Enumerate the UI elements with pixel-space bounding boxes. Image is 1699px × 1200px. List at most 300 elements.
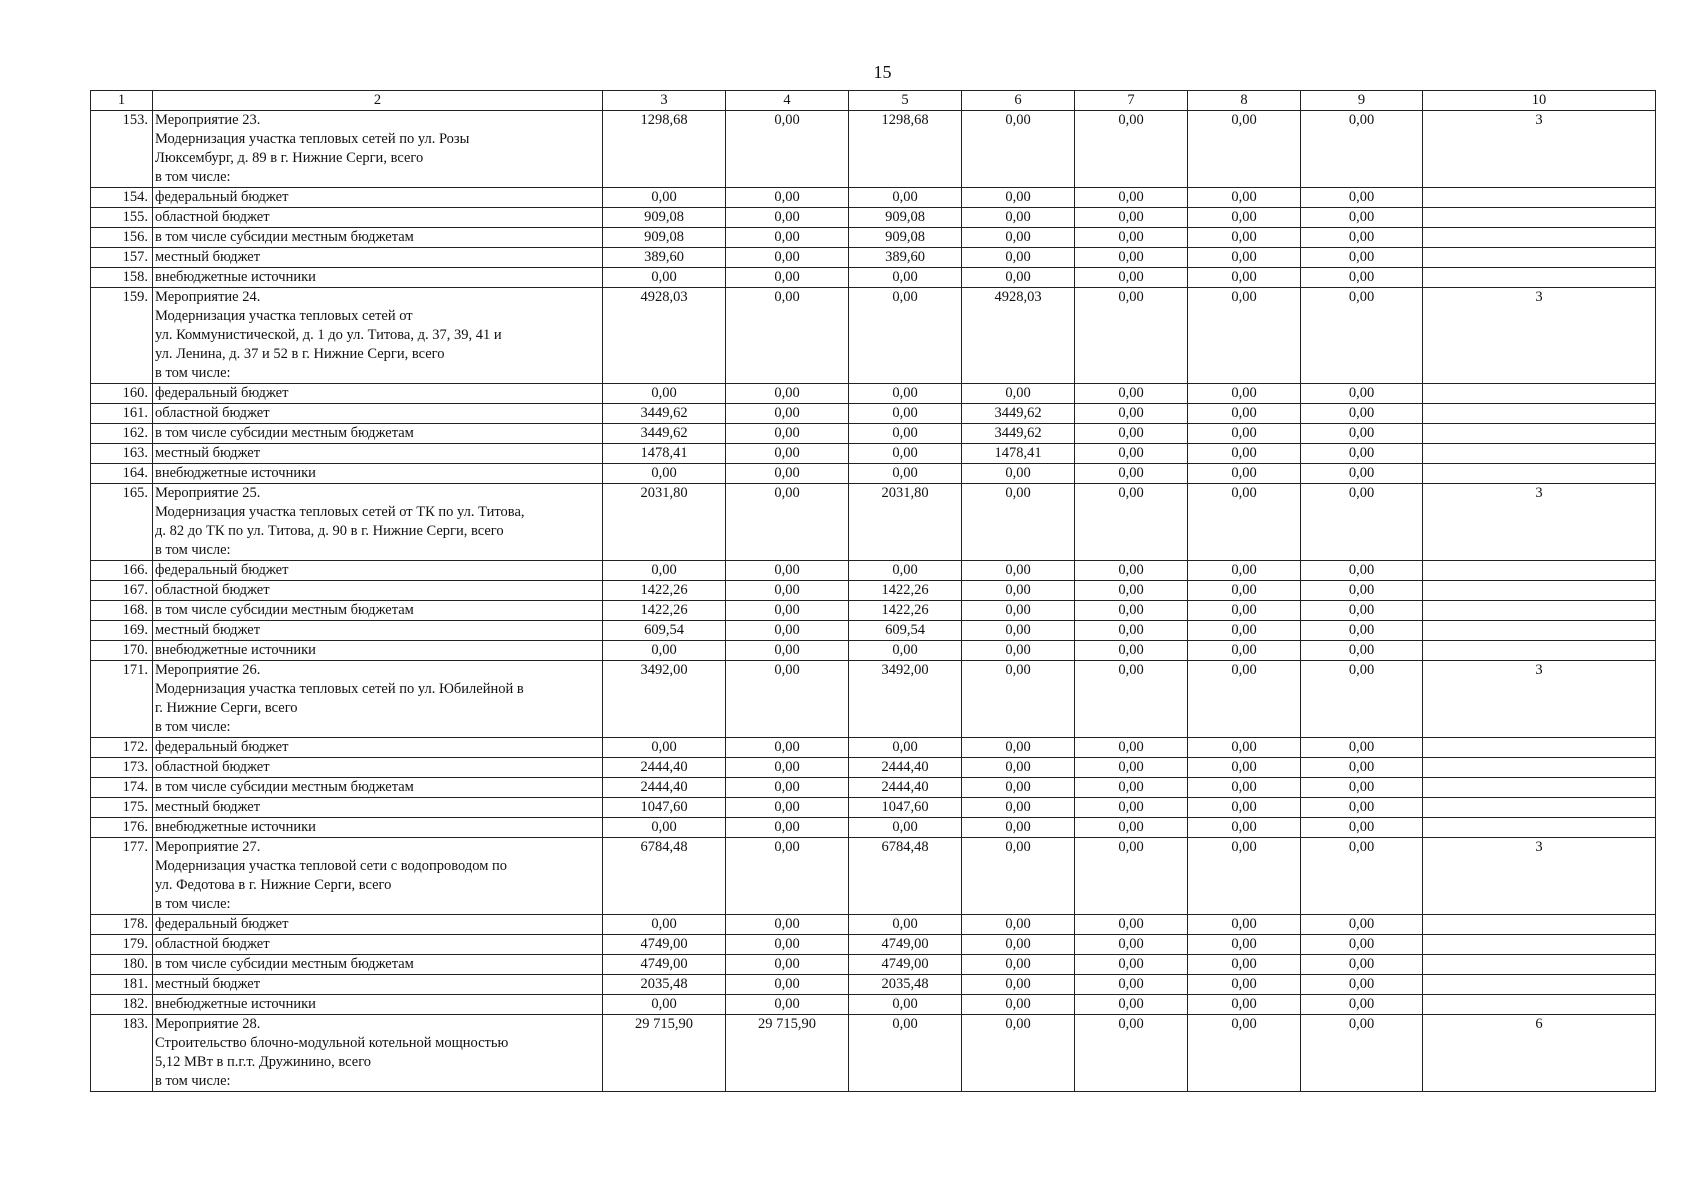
value-cell: 0,00 (1188, 838, 1301, 915)
description-line: 5,12 МВт в п.г.т. Дружинино, всего (155, 1054, 372, 1070)
value-cell: 0,00 (962, 484, 1075, 561)
value-cell: 0,00 (1075, 444, 1188, 464)
reference-cell (1423, 444, 1656, 464)
row-number: 165. (91, 484, 153, 561)
reference-cell (1423, 995, 1656, 1015)
reference-cell (1423, 641, 1656, 661)
value-cell: 0,00 (726, 111, 849, 188)
column-header: 5 (849, 91, 962, 111)
description-line: местный бюджет (155, 799, 261, 815)
description-line: внебюджетные источники (155, 269, 316, 285)
value-cell: 0,00 (1301, 404, 1423, 424)
value-cell: 0,00 (603, 915, 726, 935)
value-cell: 0,00 (849, 288, 962, 384)
value-cell: 2444,40 (603, 758, 726, 778)
value-cell: 0,00 (1188, 248, 1301, 268)
budget-table (90, 90, 1656, 1092)
value-cell: 0,00 (1301, 621, 1423, 641)
value-cell: 0,00 (962, 228, 1075, 248)
table-row (91, 268, 1656, 288)
column-header: 8 (1188, 91, 1301, 111)
column-header: 3 (603, 91, 726, 111)
value-cell: 0,00 (603, 995, 726, 1015)
value-cell: 0,00 (1301, 955, 1423, 975)
description-line: внебюджетные источники (155, 642, 316, 658)
value-cell: 3449,62 (962, 404, 1075, 424)
value-cell: 2444,40 (603, 778, 726, 798)
value-cell: 0,00 (1075, 384, 1188, 404)
value-cell: 0,00 (1075, 424, 1188, 444)
table-row (91, 188, 1656, 208)
table-row (91, 424, 1656, 444)
value-cell: 4749,00 (603, 955, 726, 975)
description-line: г. Нижние Серги, всего (155, 700, 298, 716)
reference-cell (1423, 915, 1656, 935)
table-row (91, 484, 1656, 561)
row-number: 178. (91, 915, 153, 935)
value-cell: 0,00 (962, 975, 1075, 995)
value-cell: 0,00 (1301, 384, 1423, 404)
row-description (153, 661, 603, 738)
table-row (91, 955, 1656, 975)
value-cell: 0,00 (726, 288, 849, 384)
value-cell: 1422,26 (603, 581, 726, 601)
value-cell: 0,00 (1188, 424, 1301, 444)
value-cell: 0,00 (962, 935, 1075, 955)
value-cell: 0,00 (1075, 288, 1188, 384)
description-line: областной бюджет (155, 209, 270, 225)
table-row (91, 248, 1656, 268)
value-cell: 0,00 (1301, 601, 1423, 621)
value-cell: 0,00 (962, 661, 1075, 738)
reference-cell (1423, 228, 1656, 248)
row-description (153, 464, 603, 484)
value-cell: 0,00 (1075, 601, 1188, 621)
row-number: 158. (91, 268, 153, 288)
description-line: федеральный бюджет (155, 189, 289, 205)
row-description (153, 955, 603, 975)
value-cell: 1298,68 (603, 111, 726, 188)
value-cell: 1298,68 (849, 111, 962, 188)
value-cell: 0,00 (1301, 738, 1423, 758)
reference-cell: 3 (1423, 111, 1656, 188)
value-cell: 0,00 (1075, 404, 1188, 424)
value-cell: 0,00 (1188, 561, 1301, 581)
value-cell: 0,00 (1301, 995, 1423, 1015)
value-cell: 0,00 (1188, 778, 1301, 798)
table-row (91, 758, 1656, 778)
value-cell: 0,00 (1188, 444, 1301, 464)
value-cell: 0,00 (1301, 228, 1423, 248)
description-line: Мероприятие 26. (155, 662, 261, 678)
table-row (91, 838, 1656, 915)
value-cell: 2031,80 (603, 484, 726, 561)
value-cell: 0,00 (1075, 621, 1188, 641)
value-cell: 0,00 (849, 738, 962, 758)
value-cell: 0,00 (1188, 601, 1301, 621)
value-cell: 909,08 (849, 228, 962, 248)
reference-cell (1423, 248, 1656, 268)
row-number: 162. (91, 424, 153, 444)
value-cell: 0,00 (726, 915, 849, 935)
row-number: 167. (91, 581, 153, 601)
row-description (153, 268, 603, 288)
value-cell: 0,00 (726, 424, 849, 444)
value-cell: 4928,03 (962, 288, 1075, 384)
row-number: 176. (91, 818, 153, 838)
value-cell: 0,00 (1301, 248, 1423, 268)
reference-cell (1423, 601, 1656, 621)
value-cell: 2444,40 (849, 758, 962, 778)
value-cell: 389,60 (603, 248, 726, 268)
description-line: Модернизация участка тепловых сетей от (155, 308, 413, 324)
description-line: местный бюджет (155, 976, 261, 992)
table-row (91, 995, 1656, 1015)
value-cell: 0,00 (1188, 208, 1301, 228)
reference-cell (1423, 935, 1656, 955)
row-number: 153. (91, 111, 153, 188)
table-row (91, 288, 1656, 384)
value-cell: 3449,62 (962, 424, 1075, 444)
value-cell: 0,00 (1188, 484, 1301, 561)
value-cell: 0,00 (1301, 641, 1423, 661)
value-cell: 0,00 (726, 641, 849, 661)
value-cell: 0,00 (1301, 818, 1423, 838)
column-header: 1 (91, 91, 153, 111)
value-cell: 0,00 (962, 818, 1075, 838)
description-line: Модернизация участка тепловой сети с водопроводом по (155, 858, 508, 874)
description-line: в том числе: (155, 896, 231, 912)
description-line: местный бюджет (155, 445, 261, 461)
value-cell: 0,00 (1188, 111, 1301, 188)
value-cell: 0,00 (1188, 1015, 1301, 1092)
value-cell: 0,00 (962, 955, 1075, 975)
value-cell: 0,00 (1301, 424, 1423, 444)
table-row (91, 228, 1656, 248)
value-cell: 0,00 (603, 464, 726, 484)
description-line: внебюджетные источники (155, 819, 316, 835)
value-cell: 389,60 (849, 248, 962, 268)
table-row (91, 935, 1656, 955)
value-cell: 0,00 (726, 268, 849, 288)
value-cell: 1047,60 (603, 798, 726, 818)
value-cell: 0,00 (1075, 838, 1188, 915)
value-cell: 0,00 (726, 384, 849, 404)
value-cell: 0,00 (962, 641, 1075, 661)
reference-cell (1423, 404, 1656, 424)
row-description (153, 1015, 603, 1092)
value-cell: 0,00 (962, 738, 1075, 758)
value-cell: 0,00 (1301, 661, 1423, 738)
value-cell: 0,00 (726, 484, 849, 561)
value-cell: 0,00 (726, 778, 849, 798)
description-line: в том числе субсидии местным бюджетам (155, 425, 414, 441)
value-cell: 909,08 (603, 228, 726, 248)
description-line: федеральный бюджет (155, 916, 289, 932)
row-number: 156. (91, 228, 153, 248)
row-number: 160. (91, 384, 153, 404)
value-cell: 0,00 (962, 778, 1075, 798)
value-cell: 0,00 (1075, 798, 1188, 818)
table-row (91, 778, 1656, 798)
value-cell: 2035,48 (603, 975, 726, 995)
table-row (91, 975, 1656, 995)
value-cell: 0,00 (1188, 621, 1301, 641)
value-cell: 0,00 (849, 424, 962, 444)
value-cell: 0,00 (1301, 838, 1423, 915)
value-cell: 0,00 (726, 208, 849, 228)
value-cell: 0,00 (726, 975, 849, 995)
value-cell: 0,00 (726, 818, 849, 838)
value-cell: 609,54 (849, 621, 962, 641)
value-cell: 0,00 (1075, 818, 1188, 838)
description-line: областной бюджет (155, 582, 270, 598)
reference-cell (1423, 621, 1656, 641)
row-number: 161. (91, 404, 153, 424)
value-cell: 0,00 (1301, 975, 1423, 995)
description-line: Мероприятие 25. (155, 485, 261, 501)
value-cell: 0,00 (1188, 641, 1301, 661)
reference-cell: 3 (1423, 661, 1656, 738)
value-cell: 0,00 (1188, 268, 1301, 288)
row-description (153, 384, 603, 404)
value-cell: 0,00 (1188, 384, 1301, 404)
description-line: Мероприятие 28. (155, 1016, 261, 1032)
value-cell: 0,00 (1075, 581, 1188, 601)
description-line: Модернизация участка тепловых сетей по ул. Юбилейной в (155, 681, 524, 697)
description-line: областной бюджет (155, 759, 270, 775)
table-row (91, 444, 1656, 464)
value-cell: 0,00 (1188, 975, 1301, 995)
value-cell: 0,00 (1188, 758, 1301, 778)
description-line: в том числе субсидии местным бюджетам (155, 779, 414, 795)
description-line: федеральный бюджет (155, 385, 289, 401)
value-cell: 2444,40 (849, 778, 962, 798)
value-cell: 909,08 (603, 208, 726, 228)
description-line: Модернизация участка тепловых сетей по ул. Розы (155, 131, 470, 147)
value-cell: 0,00 (726, 758, 849, 778)
reference-cell (1423, 955, 1656, 975)
value-cell: 0,00 (1188, 464, 1301, 484)
value-cell: 0,00 (726, 838, 849, 915)
value-cell: 0,00 (849, 404, 962, 424)
row-number: 173. (91, 758, 153, 778)
table-row (91, 384, 1656, 404)
value-cell: 0,00 (1188, 581, 1301, 601)
value-cell: 0,00 (849, 995, 962, 1015)
value-cell: 2035,48 (849, 975, 962, 995)
reference-cell (1423, 188, 1656, 208)
value-cell: 0,00 (1075, 111, 1188, 188)
value-cell: 0,00 (1188, 935, 1301, 955)
value-cell: 0,00 (849, 641, 962, 661)
value-cell: 0,00 (1301, 1015, 1423, 1092)
value-cell: 4749,00 (603, 935, 726, 955)
row-number: 179. (91, 935, 153, 955)
column-header: 4 (726, 91, 849, 111)
table-row (91, 621, 1656, 641)
value-cell: 0,00 (1188, 995, 1301, 1015)
value-cell: 0,00 (962, 384, 1075, 404)
value-cell: 0,00 (726, 935, 849, 955)
value-cell: 3449,62 (603, 424, 726, 444)
value-cell: 0,00 (849, 268, 962, 288)
value-cell: 0,00 (1301, 915, 1423, 935)
description-line: Мероприятие 27. (155, 839, 261, 855)
value-cell: 0,00 (849, 384, 962, 404)
row-number: 169. (91, 621, 153, 641)
value-cell: 0,00 (962, 798, 1075, 818)
description-line: в том числе субсидии местным бюджетам (155, 956, 414, 972)
page-number: 15 (873, 62, 892, 82)
value-cell: 29 715,90 (726, 1015, 849, 1092)
row-number: 174. (91, 778, 153, 798)
table-row (91, 738, 1656, 758)
value-cell: 0,00 (1301, 935, 1423, 955)
table-row (91, 561, 1656, 581)
description-line: в том числе: (155, 365, 231, 381)
row-number: 164. (91, 464, 153, 484)
value-cell: 0,00 (1301, 288, 1423, 384)
value-cell: 4928,03 (603, 288, 726, 384)
value-cell: 0,00 (1188, 288, 1301, 384)
value-cell: 0,00 (1301, 581, 1423, 601)
description-line: федеральный бюджет (155, 562, 289, 578)
column-header: 2 (153, 91, 603, 111)
table-row (91, 661, 1656, 738)
row-number: 154. (91, 188, 153, 208)
row-number: 159. (91, 288, 153, 384)
row-description (153, 995, 603, 1015)
table-row (91, 581, 1656, 601)
value-cell: 0,00 (1075, 268, 1188, 288)
value-cell: 29 715,90 (603, 1015, 726, 1092)
value-cell: 0,00 (1188, 228, 1301, 248)
value-cell: 0,00 (962, 1015, 1075, 1092)
value-cell: 0,00 (726, 601, 849, 621)
description-line: ул. Федотова в г. Нижние Серги, всего (155, 877, 392, 893)
value-cell: 0,00 (962, 464, 1075, 484)
reference-cell (1423, 818, 1656, 838)
value-cell: 0,00 (603, 384, 726, 404)
value-cell: 0,00 (603, 188, 726, 208)
value-cell: 1478,41 (603, 444, 726, 464)
row-number: 172. (91, 738, 153, 758)
description-line: в том числе субсидии местным бюджетам (155, 602, 414, 618)
value-cell: 1422,26 (603, 601, 726, 621)
value-cell: 0,00 (849, 1015, 962, 1092)
reference-cell: 3 (1423, 838, 1656, 915)
row-number: 157. (91, 248, 153, 268)
value-cell: 0,00 (1075, 935, 1188, 955)
header-row (91, 91, 1656, 111)
value-cell: 0,00 (1188, 661, 1301, 738)
table-row (91, 208, 1656, 228)
description-line: местный бюджет (155, 249, 261, 265)
value-cell: 0,00 (1075, 228, 1188, 248)
value-cell: 0,00 (962, 838, 1075, 915)
row-number: 166. (91, 561, 153, 581)
value-cell: 0,00 (726, 581, 849, 601)
row-description (153, 228, 603, 248)
value-cell: 1478,41 (962, 444, 1075, 464)
value-cell: 3449,62 (603, 404, 726, 424)
value-cell: 0,00 (1301, 268, 1423, 288)
reference-cell: 6 (1423, 1015, 1656, 1092)
value-cell: 0,00 (962, 111, 1075, 188)
row-number: 175. (91, 798, 153, 818)
table-row (91, 641, 1656, 661)
row-number: 182. (91, 995, 153, 1015)
description-line: федеральный бюджет (155, 739, 289, 755)
value-cell: 0,00 (849, 464, 962, 484)
value-cell: 0,00 (849, 561, 962, 581)
value-cell: 0,00 (962, 188, 1075, 208)
value-cell: 0,00 (726, 955, 849, 975)
value-cell: 0,00 (1075, 188, 1188, 208)
description-line: областной бюджет (155, 405, 270, 421)
description-line: д. 82 до ТК по ул. Титова, д. 90 в г. Нижние Серги, всего (155, 523, 504, 539)
row-description (153, 561, 603, 581)
description-line: Модернизация участка тепловых сетей от ТК по ул. Титова, (155, 504, 525, 520)
row-description (153, 288, 603, 384)
value-cell: 0,00 (1301, 464, 1423, 484)
row-number: 181. (91, 975, 153, 995)
table-row (91, 111, 1656, 188)
value-cell: 0,00 (1301, 561, 1423, 581)
value-cell: 0,00 (1188, 818, 1301, 838)
description-line: областной бюджет (155, 936, 270, 952)
row-description (153, 621, 603, 641)
value-cell: 0,00 (726, 404, 849, 424)
row-description (153, 188, 603, 208)
row-description (153, 601, 603, 621)
value-cell: 0,00 (962, 601, 1075, 621)
value-cell: 0,00 (1075, 641, 1188, 661)
value-cell: 0,00 (849, 915, 962, 935)
value-cell: 0,00 (1075, 484, 1188, 561)
value-cell: 0,00 (1301, 188, 1423, 208)
value-cell: 0,00 (849, 188, 962, 208)
value-cell: 1047,60 (849, 798, 962, 818)
value-cell: 0,00 (726, 995, 849, 1015)
reference-cell (1423, 464, 1656, 484)
value-cell: 0,00 (1301, 778, 1423, 798)
reference-cell: 3 (1423, 288, 1656, 384)
value-cell: 2031,80 (849, 484, 962, 561)
description-line: ул. Коммунистической, д. 1 до ул. Титова, д. 37, 39, 41 и (155, 327, 502, 343)
description-line: Мероприятие 23. (155, 112, 261, 128)
reference-cell (1423, 208, 1656, 228)
column-header: 10 (1423, 91, 1656, 111)
table-row (91, 818, 1656, 838)
value-cell: 6784,48 (603, 838, 726, 915)
value-cell: 0,00 (1075, 738, 1188, 758)
value-cell: 0,00 (603, 268, 726, 288)
value-cell: 0,00 (726, 188, 849, 208)
row-description (153, 404, 603, 424)
value-cell: 0,00 (1188, 915, 1301, 935)
row-number: 163. (91, 444, 153, 464)
value-cell: 0,00 (1075, 561, 1188, 581)
value-cell: 0,00 (962, 268, 1075, 288)
row-description (153, 818, 603, 838)
value-cell: 0,00 (1075, 248, 1188, 268)
value-cell: 909,08 (849, 208, 962, 228)
reference-cell (1423, 975, 1656, 995)
table-row (91, 915, 1656, 935)
value-cell: 0,00 (726, 248, 849, 268)
